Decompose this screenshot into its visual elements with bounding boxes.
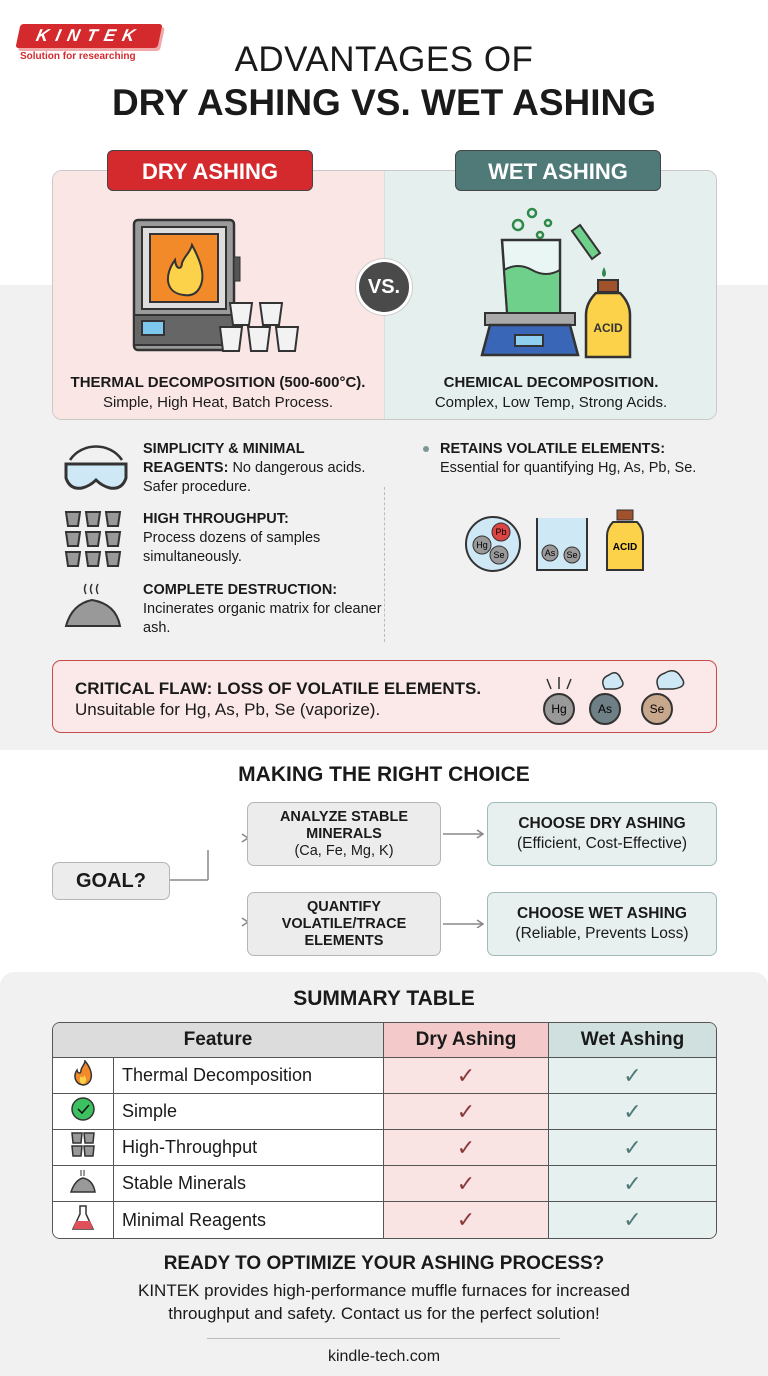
crucibles-icon: [62, 510, 130, 570]
cta-line-2: throughput and safety. Contact us for the perfect solution!: [168, 1304, 600, 1323]
table-header: [53, 1023, 716, 1058]
svg-text:Pb: Pb: [495, 527, 507, 537]
feature-name: High-Throughput: [114, 1130, 384, 1166]
dry-ashing-tag: DRY ASHING: [107, 150, 313, 191]
dry-subtext: Simple, High Heat, Batch Process.: [102, 394, 334, 411]
ash-pile-icon: [62, 578, 130, 638]
dry-check: ✓: [384, 1058, 549, 1094]
dry-caption: [52, 374, 384, 411]
svg-text:ACID: ACID: [612, 542, 638, 553]
divider: [207, 1338, 560, 1339]
feature-name: Thermal Decomposition: [114, 1058, 384, 1094]
acid-label: ACID: [593, 321, 623, 335]
table-row: [53, 1058, 716, 1094]
title-line-1: ADVANTAGES OF: [234, 40, 534, 79]
website-link[interactable]: kindle-tech.com: [327, 1348, 441, 1365]
wet-check: ✓: [549, 1094, 716, 1130]
summary-title: SUMMARY TABLE: [293, 987, 475, 1010]
decision-title: MAKING THE RIGHT CHOICE: [238, 763, 530, 786]
choice-label: CHOOSE WET ASHING: [517, 905, 687, 922]
wet-check: ✓: [549, 1130, 716, 1166]
title-line-2: DRY ASHING VS. WET ASHING: [111, 82, 657, 123]
cta-title: READY TO OPTIMIZE YOUR ASHING PROCESS?: [163, 1253, 605, 1274]
feature-text: No dangerous acids. Safer procedure.: [143, 460, 366, 495]
wet-check: ✓: [549, 1202, 716, 1238]
feature-name: Simple: [114, 1094, 384, 1130]
feature-text: Process dozens of samples simultaneously.: [143, 530, 321, 565]
feature-name: Minimal Reagents: [114, 1202, 384, 1238]
vs-badge: VS.: [356, 259, 412, 315]
vaporizing-elements-icon: [535, 667, 705, 729]
table-row: [53, 1094, 716, 1130]
choice-label: CHOOSE DRY ASHING: [518, 815, 686, 832]
feature-simplicity: [143, 440, 393, 497]
header-feature: Feature: [53, 1023, 384, 1058]
retained-elements-icon: [465, 508, 650, 578]
feature-title: HIGH THROUGHPUT:: [143, 511, 289, 527]
arrows-to-choice: [441, 828, 487, 928]
branch-arrows: [170, 830, 250, 930]
feature-text: Incinerates organic matrix for cleaner ash.: [143, 601, 382, 636]
flaw-title: CRITICAL FLAW: LOSS OF VOLATILE ELEMENTS.: [75, 679, 482, 698]
header-wet: Wet Ashing: [549, 1023, 716, 1058]
choice-reason: (Efficient, Cost-Effective): [517, 835, 687, 852]
dry-check: ✓: [384, 1166, 549, 1202]
dry-heading: THERMAL DECOMPOSITION (500-600°C).: [70, 374, 366, 391]
feature-title: RETAINS VOLATILE ELEMENTS:: [440, 441, 666, 457]
cta-line-1: KINTEK provides high-performance muffle furnaces for increased: [138, 1281, 630, 1300]
bullet-icon: [423, 446, 429, 452]
feature-name: Stable Minerals: [114, 1166, 384, 1202]
flask-icon: [71, 1204, 95, 1232]
crucibles-icon: [70, 1131, 96, 1159]
choice-wet-ashing: [487, 892, 717, 956]
condition-detail: (Ca, Fe, Mg, K): [294, 842, 394, 859]
safety-goggles-icon: [62, 442, 130, 502]
divider: [384, 487, 385, 642]
feature-title: SIMPLICITY & MINIMAL REAGENTS:: [143, 441, 305, 476]
feature-destruction: [143, 581, 393, 638]
condition-stable-minerals: [247, 802, 441, 866]
beaker-hotplate-acid-icon: [480, 205, 640, 360]
ash-pile-icon: [69, 1168, 97, 1194]
svg-text:As: As: [597, 702, 613, 716]
svg-text:Hg: Hg: [551, 702, 567, 716]
svg-text:Se: Se: [493, 550, 505, 560]
svg-text:As: As: [544, 548, 556, 558]
goal-box: GOAL?: [52, 862, 170, 900]
table-row: [53, 1166, 716, 1202]
choice-dry-ashing: [487, 802, 717, 866]
feature-title: COMPLETE DESTRUCTION:: [143, 582, 338, 598]
condition-volatile-elements: [247, 892, 441, 956]
table-row: [53, 1130, 716, 1166]
feature-text: Essential for quantifying Hg, As, Pb, Se.: [440, 460, 697, 476]
check-circle-icon: [70, 1096, 96, 1122]
muffle-furnace-icon: [130, 215, 310, 360]
feature-retains-volatile: [440, 440, 700, 478]
flaw-text: Unsuitable for Hg, As, Pb, Se (vaporize).: [75, 700, 381, 719]
svg-text:Se: Se: [649, 702, 665, 716]
table-row: [53, 1202, 716, 1238]
dry-check: ✓: [384, 1130, 549, 1166]
dry-check: ✓: [384, 1202, 549, 1238]
wet-caption: [385, 374, 717, 411]
choice-reason: (Reliable, Prevents Loss): [515, 925, 689, 942]
flame-icon: [72, 1060, 94, 1086]
logo-tagline: Solution for researching: [20, 51, 136, 62]
critical-flaw-box: [52, 660, 717, 733]
wet-check: ✓: [549, 1166, 716, 1202]
summary-table: [52, 1022, 717, 1239]
logo-wordmark: KINTEK: [15, 24, 162, 48]
condition-label: ANALYZE STABLE MINERALS: [279, 808, 409, 842]
wet-heading: CHEMICAL DECOMPOSITION.: [443, 374, 659, 391]
condition-label: QUANTIFY VOLATILE/TRACE ELEMENTS: [281, 898, 407, 949]
wet-ashing-tag: WET ASHING: [455, 150, 661, 191]
header-dry: Dry Ashing: [384, 1023, 549, 1058]
wet-check: ✓: [549, 1058, 716, 1094]
dry-check: ✓: [384, 1094, 549, 1130]
svg-text:Hg: Hg: [476, 540, 488, 550]
svg-text:Se: Se: [566, 550, 578, 560]
feature-throughput: [143, 510, 393, 567]
wet-subtext: Complex, Low Temp, Strong Acids.: [434, 394, 668, 411]
